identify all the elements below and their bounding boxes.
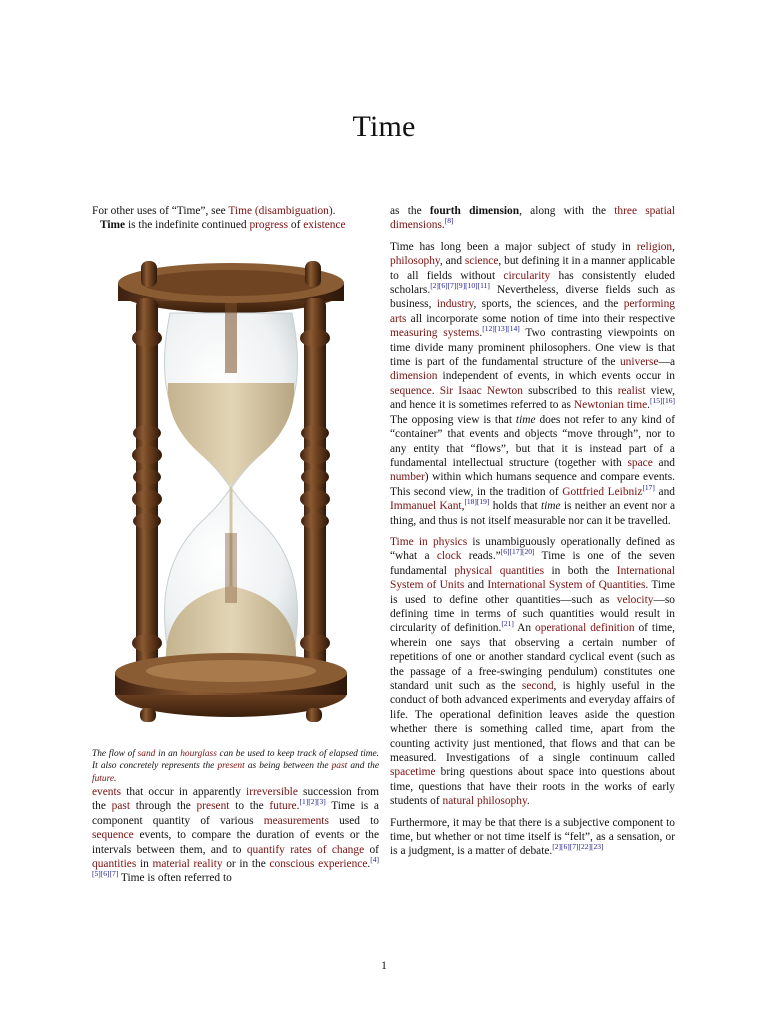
measurements-link[interactable]: measurements (263, 814, 329, 827)
citation[interactable]: [2][6][7][9][10][11] (430, 281, 490, 291)
citation[interactable]: [15][16] (650, 396, 675, 406)
present-link[interactable]: present (196, 800, 230, 813)
paragraph-2: Time has long been a major subject of study in religion, philosophy, and science, but defining it in a manner applicable to all fields without circularity has consistently eluded scholars.[2][6][7][9][10][11] Nevertheless, diverse fields such as business, industry, sports, the sciences, and the performing arts all incorporate some notion of time into their respective measuring systems.[12][13][14] Two contrasting viewpoints on time divide many prominent philosophers. One view is that time is part of the fundamental structure of the universe—a dimension independent of events, in which events occur in sequence. Sir Isaac Newton subscribed to this realist view, and hence it is sometimes referred to as Newtonian time.[15][16] The opposing view is that time does not refer to any kind of “container” that events and objects “move through”, nor to any entity that “flows”, but that it is instead part of a fundamental intellectual structure (together with space and number) within which humans sequence and compare events. This second view, in the tradition of Gottfried Leibniz[17] and Immanuel Kant,[18][19] holds that time is neither an event nor a thing, and thus is not itself measurable nor can it be travelled. (390, 240, 675, 527)
operational-definition-link[interactable]: operational definition (535, 622, 635, 635)
hourglass-image (100, 243, 362, 748)
page-number: 1 (381, 960, 387, 972)
si-units-link[interactable]: International System of Units (390, 564, 675, 592)
kant-link[interactable]: Immanuel Kant (390, 500, 462, 513)
space-link[interactable]: space (627, 456, 653, 469)
page-title: Time (352, 110, 416, 143)
newton-link[interactable]: Sir Isaac Newton (439, 384, 523, 397)
figure-caption: The flow of sand in an hourglass can be used to keep track of elapsed time. It also concretely represents the present as being between the past and the future. (92, 748, 379, 784)
clock-link[interactable]: clock (436, 550, 462, 563)
spatial-dimensions-link[interactable]: three spatial dimensions (390, 205, 675, 232)
citation[interactable]: [6][17][20] (500, 547, 535, 557)
religion-link[interactable]: religion (636, 240, 673, 253)
citation[interactable]: [4][5][6][7] (92, 855, 380, 879)
circularity-link[interactable]: circularity (503, 269, 551, 282)
physical-quantities-link[interactable]: physical quantities (454, 564, 545, 577)
citation[interactable]: [21] (501, 619, 514, 629)
progress-link[interactable]: progress (249, 219, 289, 232)
newtonian-time-link[interactable]: Newtonian time (573, 399, 648, 412)
science-link[interactable]: science (464, 255, 499, 268)
sequence-link[interactable]: sequence (92, 829, 134, 842)
lead-paragraph-start: Time is the indefinite continued progress of existence (100, 219, 346, 232)
quantities-link[interactable]: quantities (92, 858, 137, 871)
time-in-physics-link[interactable]: Time in physics (390, 535, 468, 548)
natural-philosophy-link[interactable]: natural philosophy (442, 795, 527, 808)
paragraph-1: as the fourth dimension, along with the three spatial dimensions.[8] (390, 205, 675, 232)
hatnote: For other uses of “Time”, see Time (disambiguation). (92, 205, 336, 217)
future-link[interactable]: future (269, 800, 297, 813)
events-link[interactable]: events (92, 786, 122, 799)
industry-link[interactable]: industry (436, 298, 474, 311)
citation[interactable]: [1][2][3] (299, 797, 326, 807)
paragraph-3: Time in physics is unambiguously operationally defined as “what a clock reads.”[6][17][20] Time is one of the seven fundamental physical quantities in both the International System of Units and International System of Quantities. Time is used to define other quantities—such as velocity—so defining time in terms of such quantities would result in circularity of definition.[21] An operational definition of time, wherein one says that observing a certain number of repetitions of one or another standard cyclical event (such as the passage of a free-swinging pendulum) constitutes one standard unit such as the second, is highly useful in the conduct of both advanced experiments and everyday affairs of life. The operational definition leaves aside the question whether there is something called time, apart from the counting activity just mentioned, that flows and that can be measured. Investigations of a single continuum called spacetime bring questions about space into questions about time, questions that have their roots in the works of early students of natural philosophy. (390, 535, 676, 808)
citation[interactable]: [12][13][14] (482, 324, 520, 334)
number-link[interactable]: number (390, 471, 425, 484)
realist-link[interactable]: realist (617, 384, 646, 397)
philosophy-link[interactable]: philosophy (390, 255, 440, 268)
lead-paragraph-cont: events that occur in apparently irreversible succession from the past through the present to the future.[1][2][3] Time is a component quantity of various measurements used to sequence events, to compare the duration of events or the intervals between them, and to quantify rates of change of quantities in material reality or in the conscious experience.[4][5][6][7] Time is often referred to (92, 786, 380, 885)
left-pillar (132, 298, 162, 678)
sand-link[interactable]: sand (137, 748, 156, 759)
caption-future-link[interactable]: future (92, 773, 115, 784)
paragraph-4: Furthermore, it may be that there is a subjective component to time, but whether or not time itself is “felt”, as a sensation, or is a judgment, is a matter of debate.[2][6][7][22][23] (390, 816, 675, 858)
dimension-link[interactable]: dimension (390, 370, 438, 383)
caption-present-link[interactable]: present (217, 761, 245, 772)
leibniz-link[interactable]: Gottfried Leibniz (562, 485, 643, 498)
spacetime-link[interactable]: spacetime (390, 766, 436, 779)
material-reality-link[interactable]: material reality (152, 858, 223, 871)
caption-past-link[interactable]: past (331, 761, 348, 772)
sequence-link-2[interactable]: sequence (390, 384, 432, 397)
measuring-systems-link[interactable]: measuring systems (390, 327, 480, 340)
hourglass-figure (100, 243, 362, 748)
isq-link[interactable]: International System of Quantities (487, 579, 646, 592)
irreversible-link[interactable]: irreversible (246, 786, 298, 799)
performing-arts-link[interactable]: performing arts (390, 298, 675, 325)
past-link[interactable]: past (111, 800, 131, 813)
velocity-link[interactable]: velocity (616, 593, 654, 606)
rates-of-change-link[interactable]: rates of change (290, 843, 365, 856)
second-link[interactable]: second (521, 680, 554, 692)
hourglass-link[interactable]: hourglass (180, 748, 217, 759)
citation[interactable]: [18][19] (464, 497, 490, 507)
left-column (92, 204, 379, 886)
citation[interactable]: [17] (642, 482, 655, 492)
disambiguation-link[interactable]: Time (disambiguation) (228, 205, 333, 217)
existence-link[interactable]: existence (303, 219, 346, 232)
right-pillar (300, 298, 330, 678)
universe-link[interactable]: universe (619, 356, 659, 369)
conscious-experience-link[interactable]: conscious experience (269, 858, 368, 871)
right-column (390, 204, 675, 859)
quantify-link[interactable]: quantify (246, 843, 285, 856)
citation[interactable]: [2][6][7][22][23] (552, 842, 604, 852)
citation[interactable]: [8] (444, 216, 454, 226)
